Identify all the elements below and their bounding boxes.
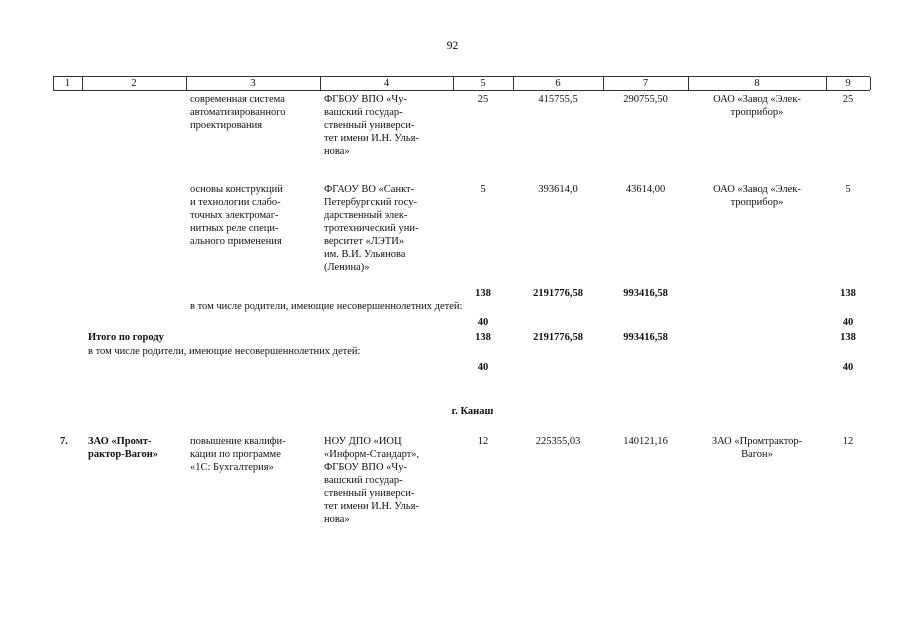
header-bottom-rule	[53, 90, 870, 91]
text-line: Вагон»	[741, 449, 773, 460]
count-cell: 40	[477, 317, 489, 328]
text-line: точных электромаг-	[190, 210, 279, 221]
institution-cell	[324, 93, 447, 158]
amount-cell: 2191776,58	[533, 332, 583, 343]
text-line: проектирования	[190, 120, 263, 131]
amount-cell: 2191776,58	[533, 288, 583, 299]
text-line: нитных реле специ-	[190, 223, 279, 234]
text-line: ФГБОУ ВПО «Чу-	[324, 462, 407, 473]
col-header-9: 9	[845, 78, 851, 89]
col-header-7: 7	[642, 78, 649, 89]
text-line: им. В.И. Ульянова	[324, 249, 406, 260]
institution-cell	[324, 435, 447, 526]
text-line: вашский государ-	[324, 107, 403, 118]
text-line: ФГАОУ ВО «Санкт-	[324, 184, 415, 195]
text-line: ственный универси-	[324, 488, 415, 499]
col-header-8: 8	[754, 78, 760, 89]
count-cell: 138	[475, 332, 491, 343]
text-line: Петербургский госу-	[324, 197, 417, 208]
text-line: вашский государ-	[324, 475, 403, 486]
text-line: «1С: Бухгалтерия»	[190, 462, 274, 473]
col-header-5: 5	[480, 78, 486, 89]
parents-note: в том числе родители, имеющие несовершеннолетних детей:	[190, 301, 463, 312]
col-header-2: 2	[131, 78, 137, 89]
text-line: дарственный элек-	[324, 210, 408, 221]
page-number: 92	[446, 40, 459, 52]
city-heading: г. Канаш	[451, 406, 494, 417]
text-line: троприбор»	[730, 197, 784, 208]
text-line: верситет «ЛЭТИ»	[324, 236, 405, 247]
text-line: и технологии слабо-	[190, 197, 281, 208]
org-cell	[88, 435, 183, 461]
institution-cell	[324, 183, 447, 274]
count-cell: 5	[845, 184, 851, 195]
count-cell: 40	[477, 362, 489, 373]
employer-cell	[688, 183, 826, 209]
count-cell: 5	[480, 184, 486, 195]
text-line: НОУ ДПО «ИОЦ	[324, 436, 402, 447]
col-header-3: 3	[250, 78, 256, 89]
text-line: автоматизированного	[190, 107, 286, 118]
amount-cell: 225355,03	[535, 436, 581, 447]
amount-cell: 993416,58	[623, 332, 668, 343]
program-cell	[190, 93, 312, 132]
employer-cell	[688, 435, 826, 461]
count-cell: 138	[475, 288, 491, 299]
count-cell: 138	[840, 332, 856, 343]
text-line: повышение квалифи-	[190, 436, 286, 447]
employer-cell	[688, 93, 826, 119]
amount-cell: 140121,16	[623, 436, 668, 447]
text-line: ОАО «Завод «Элек-	[713, 184, 801, 195]
text-line: троприбор»	[730, 107, 784, 118]
text-line: (Ленина)»	[324, 262, 370, 273]
text-line: ЗАО «Промт-	[88, 436, 152, 447]
text-line: тет имени И.Н. Улья-	[324, 501, 419, 512]
text-line: «Информ-Стандарт»,	[324, 449, 420, 460]
row-number: 7.	[60, 436, 68, 447]
count-cell: 138	[840, 288, 856, 299]
count-cell: 12	[842, 436, 854, 447]
count-cell: 12	[477, 436, 489, 447]
text-line: тет имени И.Н. Улья-	[324, 133, 419, 144]
col-header-6: 6	[555, 78, 561, 89]
text-line: основы конструкций	[190, 184, 283, 195]
amount-cell: 393614,0	[538, 184, 578, 195]
amount-cell: 993416,58	[623, 288, 668, 299]
text-line: ОАО «Завод «Элек-	[713, 94, 801, 105]
text-line: ЗАО «Промтрактор-	[711, 436, 803, 447]
amount-cell: 290755,50	[623, 94, 668, 105]
col-header-4: 4	[383, 78, 390, 89]
city-total-label: Итого по городу	[88, 332, 164, 343]
amount-cell: 415755,5	[538, 94, 578, 105]
text-line: ФГБОУ ВПО «Чу-	[324, 94, 407, 105]
count-cell: 25	[842, 94, 854, 105]
program-cell	[190, 183, 312, 248]
text-line: современная система	[190, 94, 285, 105]
amount-cell: 43614,00	[625, 184, 666, 195]
count-cell: 40	[842, 317, 854, 328]
text-line: нова»	[324, 514, 350, 525]
count-cell: 25	[477, 94, 489, 105]
text-line: тротехнический уни-	[324, 223, 419, 234]
text-line: ального применения	[190, 236, 282, 247]
col-header-1: 1	[64, 78, 71, 89]
col-divider	[870, 77, 871, 90]
program-cell	[190, 435, 312, 474]
count-cell: 40	[842, 362, 854, 373]
text-line: нова»	[324, 146, 350, 157]
text-line: кации по программе	[190, 449, 281, 460]
parents-note: в том числе родители, имеющие несовершеннолетних детей:	[88, 346, 361, 357]
text-line: рактор-Вагон»	[88, 449, 159, 460]
text-line: ственный универси-	[324, 120, 415, 131]
